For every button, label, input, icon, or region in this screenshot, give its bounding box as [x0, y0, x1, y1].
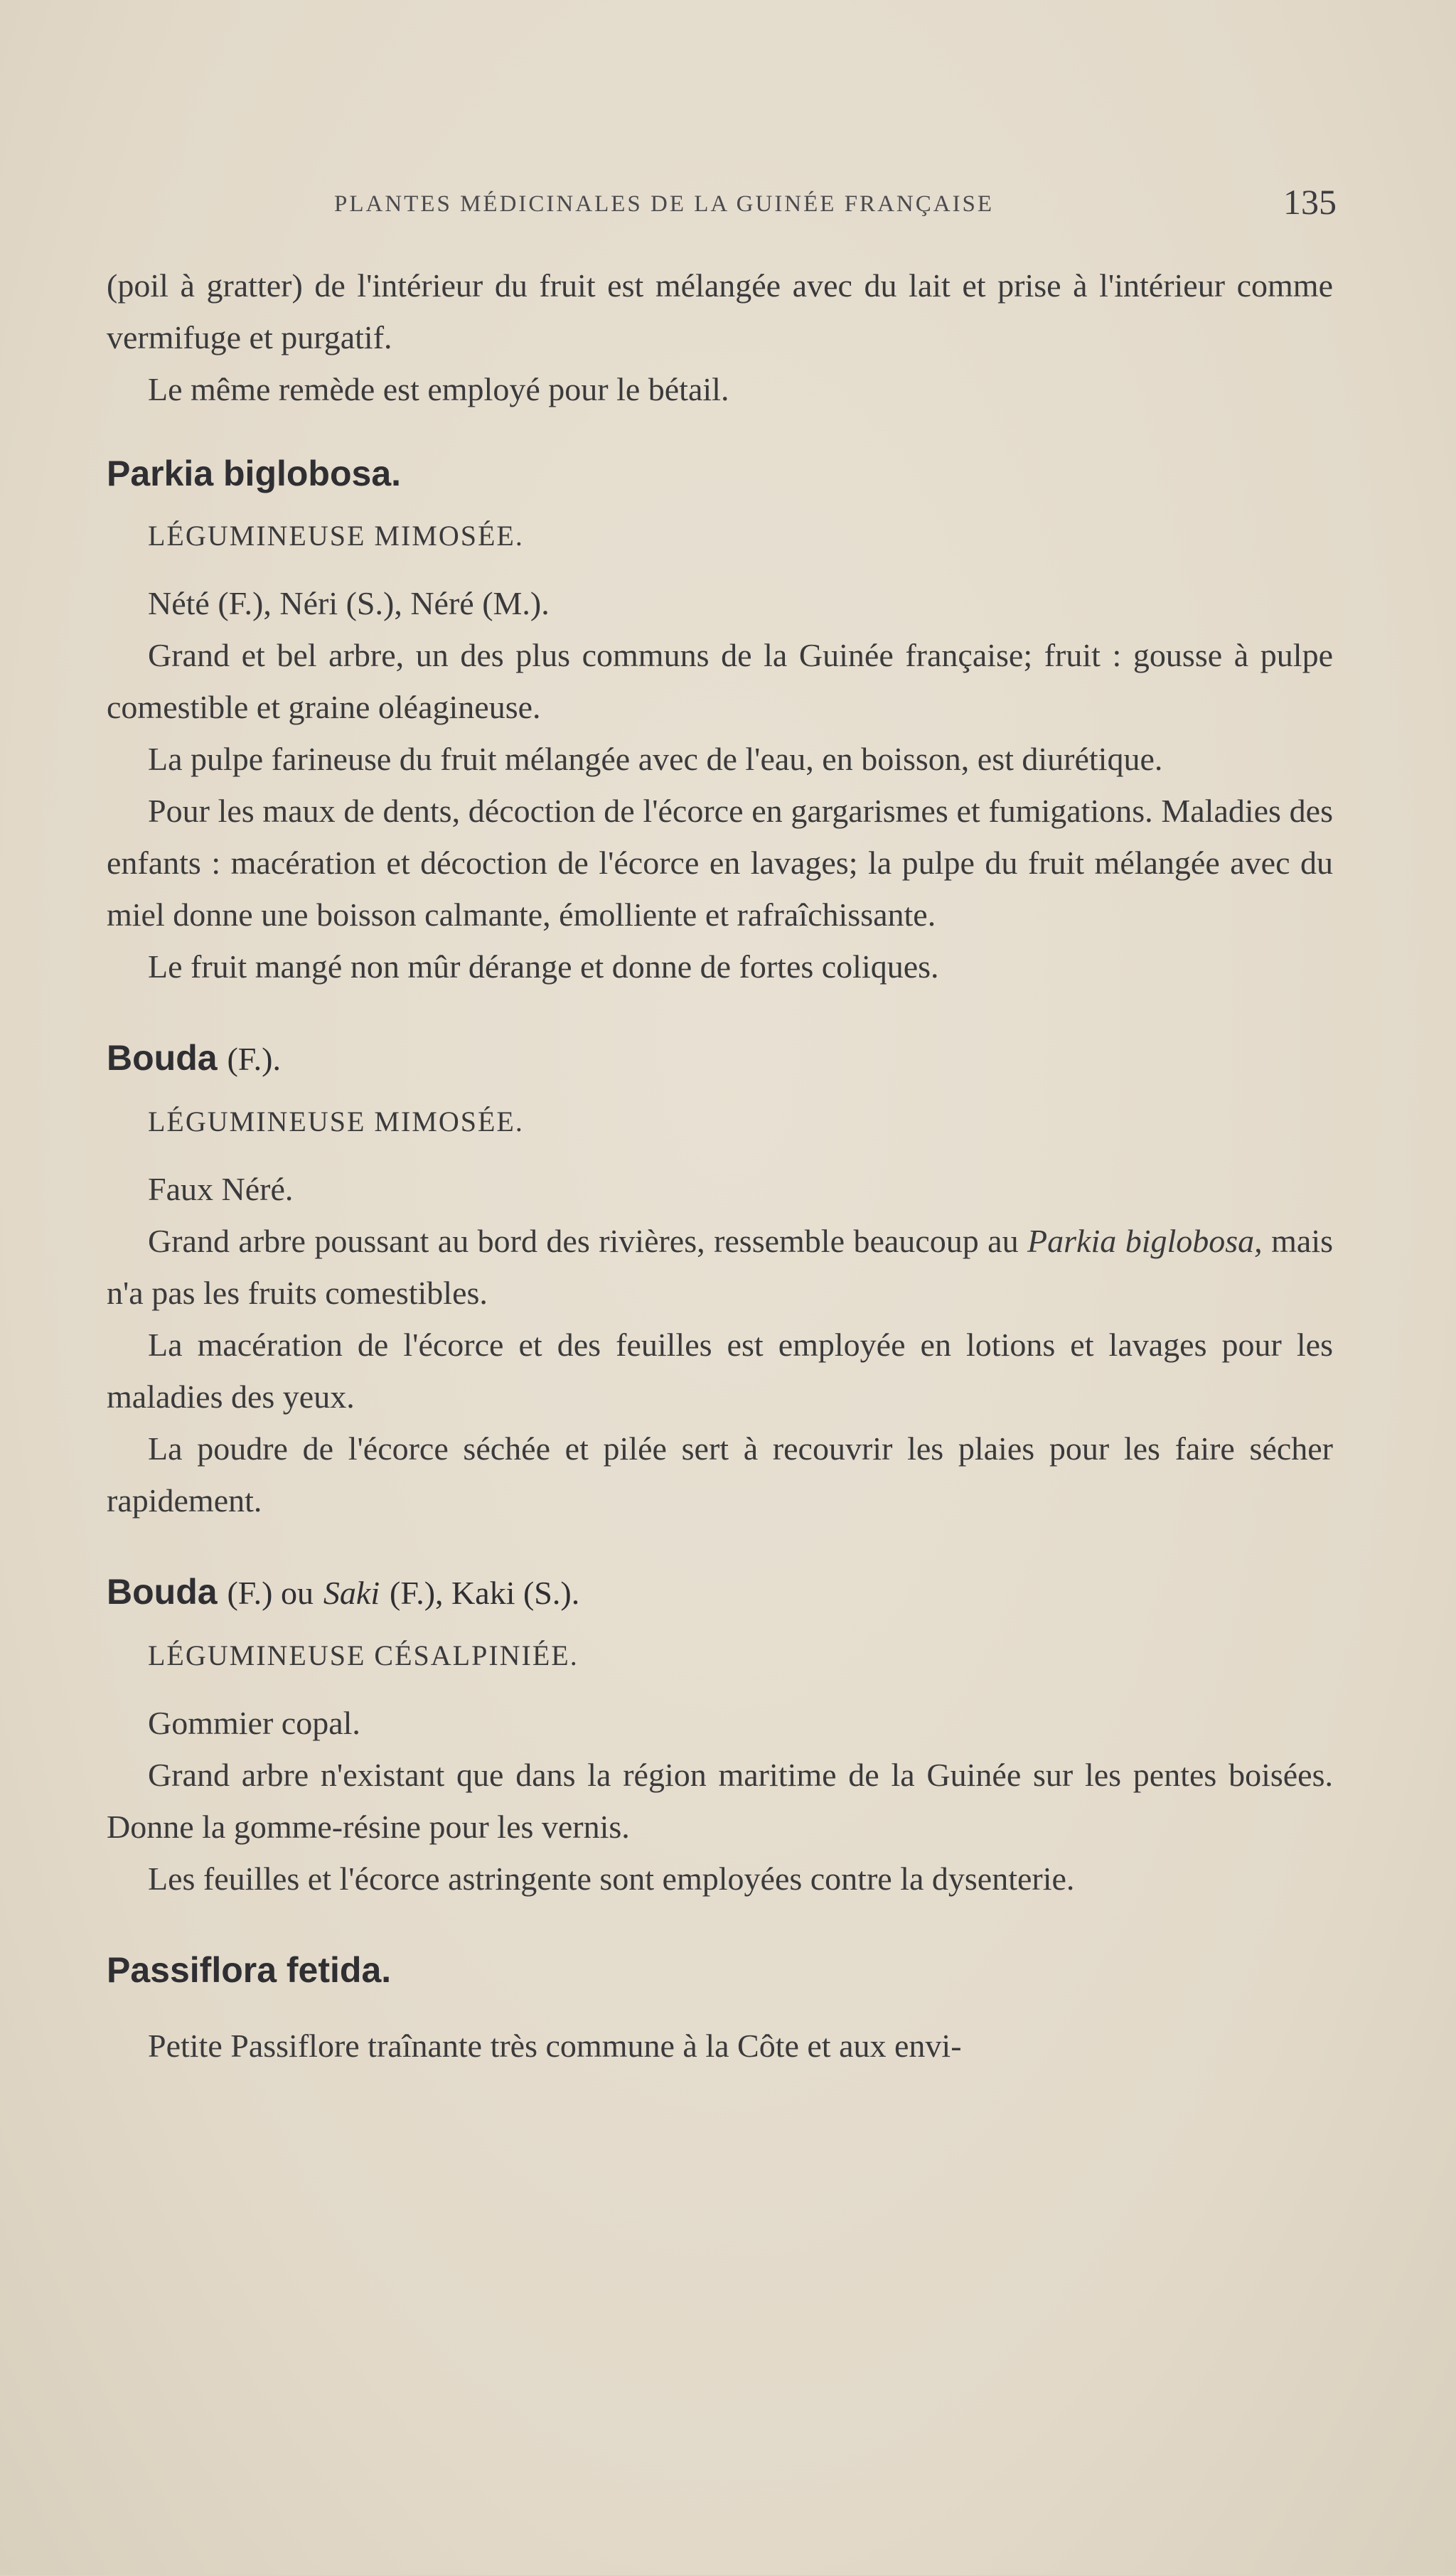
- page-header: [107, 181, 1337, 231]
- entry-bouda-cesalpiniee: [107, 1570, 1333, 1905]
- entry-title-name: Bouda: [107, 1572, 218, 1612]
- intro-paragraph: (poil à gratter) de l'intérieur du fruit est mélangée avec du lait et prise à l'intérieur comme vermifuge et purgatif.: [107, 267, 1333, 355]
- entry-title-italic: Saki: [323, 1575, 380, 1611]
- paragraph: La macération de l'écorce et des feuilles est employée en lotions et lavages pour les maladies des yeux.: [107, 1327, 1333, 1415]
- entry-title-name: Bouda: [107, 1038, 218, 1078]
- paragraph: Grand et bel arbre, un des plus communs de la Guinée française; fruit : gousse à pulpe comestible et graine oléagineuse.: [107, 637, 1333, 725]
- paragraph: La pulpe farineuse du fruit mélangée avec de l'eau, en boisson, est diurétique.: [148, 741, 1163, 777]
- paragraph: Le fruit mangé non mûr dérange et donne de fortes coliques.: [148, 948, 939, 985]
- paragraph: Pour les maux de dents, décoction de l'écorce en gargarismes et fumigations. Maladies des enfants : macération et décoction de l'écorce en lavages; la pulpe du fruit mélangée avec du miel donne une boisson calmante, émolliente et rafraîchissante.: [107, 793, 1333, 933]
- paragraph: La poudre de l'écorce séchée et pilée sert à recouvrir les plaies pour les faire sécher rapidement.: [107, 1430, 1333, 1519]
- page-number: 135: [1283, 182, 1337, 222]
- entry-passiflora-fetida: [107, 1949, 1333, 2072]
- paragraph: Petite Passiflore traînante très commune à la Côte et aux envi-: [148, 2028, 962, 2064]
- entry-title-suffix: (F.) ou: [227, 1575, 314, 1611]
- botanical-family: LÉGUMINEUSE MIMOSÉE.: [148, 520, 524, 552]
- entry-title: Passiflora fetida.: [107, 1950, 392, 1990]
- paragraph-text: mais n'a pas les fruits comestibles.: [107, 1223, 1334, 1311]
- botanical-family: LÉGUMINEUSE CÉSALPINIÉE.: [148, 1639, 579, 1671]
- entry-bouda-mimosee: [107, 1037, 1333, 1526]
- species-reference: Parkia biglobosa,: [1027, 1223, 1263, 1259]
- paragraph: Nété (F.), Néri (S.), Néré (M.).: [148, 585, 550, 621]
- entry-parkia-biglobosa: [107, 452, 1333, 992]
- paragraph-text: Grand arbre poussant au bord des rivières, ressemble beaucoup au: [148, 1223, 1019, 1259]
- paragraph: Les feuilles et l'écorce astringente sont employées contre la dysenterie.: [148, 1861, 1075, 1897]
- paragraph: Grand arbre n'existant que dans la région maritime de la Guinée sur les pentes boisées. Donne la gomme-résine pour les vernis.: [107, 1757, 1333, 1845]
- entry-title: [107, 1037, 1333, 1081]
- entry-title: [107, 1570, 1333, 1615]
- entry-title-suffix: (F.).: [227, 1041, 281, 1077]
- entry-title-suffix: (F.), Kaki (S.).: [390, 1575, 580, 1611]
- paragraph: [107, 1215, 1333, 1319]
- paragraph: Gommier copal.: [148, 1705, 360, 1741]
- intro-paragraph: Le même remède est employé pour le bétail.: [148, 371, 729, 407]
- intro-block: [107, 259, 1333, 415]
- botanical-family: LÉGUMINEUSE MIMOSÉE.: [148, 1106, 524, 1137]
- page-body: [107, 259, 1333, 2116]
- paragraph: Faux Néré.: [148, 1171, 294, 1207]
- running-title: PLANTES MÉDICINALES DE LA GUINÉE FRANÇAISE: [334, 191, 995, 217]
- entry-title: Parkia biglobosa.: [107, 454, 402, 493]
